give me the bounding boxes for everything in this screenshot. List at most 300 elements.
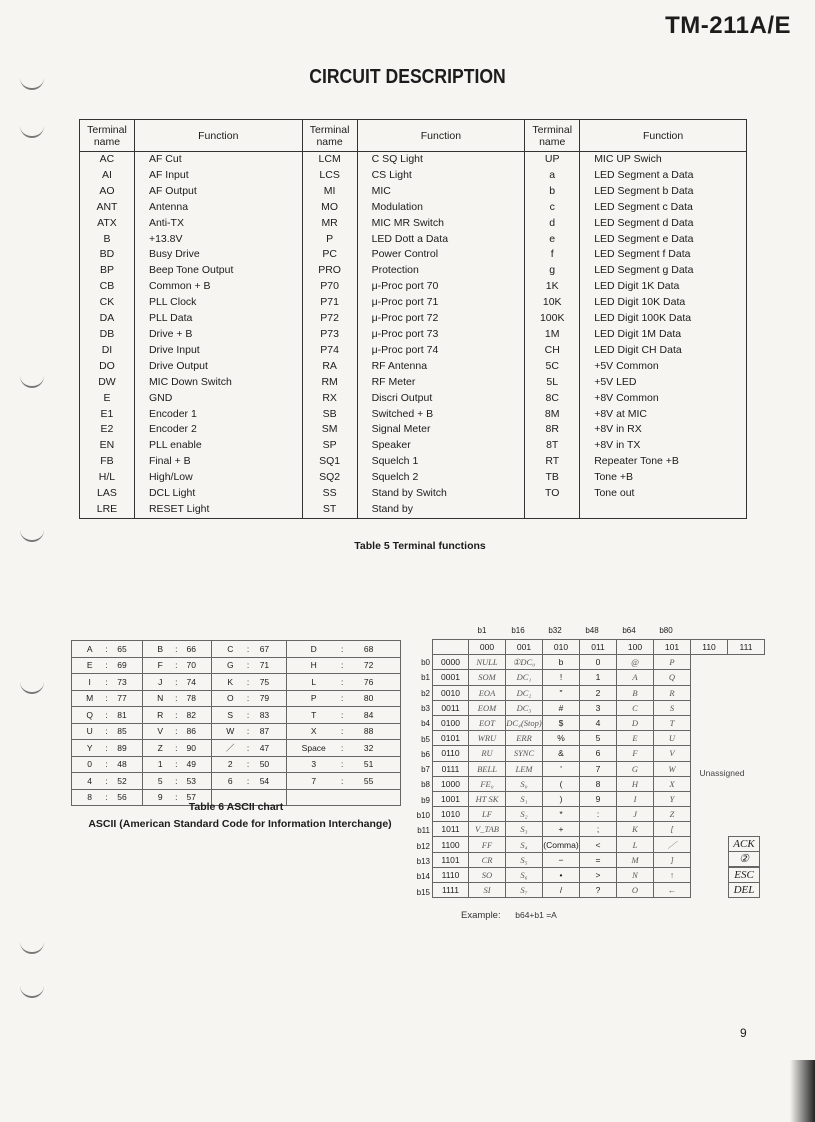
code-cell: # [543, 700, 580, 715]
separator: : [105, 759, 108, 770]
example-formula: b64+b1 =A [515, 910, 557, 920]
ascii-char: D [310, 643, 317, 654]
code-cell: 7 [580, 761, 617, 776]
separator: : [341, 709, 344, 720]
code-cell: I [617, 791, 654, 806]
function-cell: CS Light [357, 168, 525, 184]
separator: : [246, 676, 250, 687]
ascii-value: 65 [117, 643, 127, 654]
ascii-cell [143, 641, 212, 658]
function-cell: Tone +B [580, 470, 747, 486]
table-row [80, 343, 747, 359]
code-cell: EOT [469, 715, 506, 730]
bit-pattern-cell: 0010 [433, 685, 469, 700]
function-cell: μ-Proc port 73 [357, 327, 525, 343]
bit-pattern-cell: 1011 [433, 822, 469, 837]
row-label: b15 [416, 887, 430, 897]
bit-pattern-cell: 0001 [433, 670, 469, 685]
ascii-value: 57 [186, 792, 196, 803]
column-header: Function [357, 120, 525, 152]
function-cell: Busy Drive [134, 247, 302, 263]
code-cell: 1 [580, 670, 617, 685]
code-cell: SYNC [506, 746, 543, 761]
ascii-char: 2 [227, 759, 233, 770]
bit-pattern-cell: 0011 [433, 700, 469, 715]
terminal-functions-table [79, 119, 747, 519]
code-cell: T [654, 715, 691, 730]
row-label: b11 [417, 826, 430, 836]
table-row [80, 454, 747, 470]
bit-pattern-cell: 0110 [433, 746, 469, 761]
table5-caption: Table 5 Terminal functions [354, 540, 486, 552]
punch-hole [20, 124, 44, 138]
terminal-name-cell: 8M [525, 407, 580, 423]
table-header-row [433, 640, 765, 655]
bit-pattern-cell: 1100 [433, 837, 469, 852]
terminal-name-cell: SB [302, 407, 357, 423]
code-cell: F [617, 746, 654, 761]
separator: : [175, 660, 178, 671]
table-row [80, 232, 747, 248]
code-cell: DC₃ [506, 700, 543, 715]
example-label: Example: [461, 910, 501, 921]
function-cell: LED Digit 100K Data [580, 311, 747, 327]
function-cell: +8V Common [580, 391, 747, 407]
ascii-value: 78 [186, 693, 196, 704]
punch-hole [20, 528, 44, 542]
ascii-value: 52 [117, 775, 127, 786]
ascii-value: 69 [117, 660, 127, 671]
code-cell: DC₄(Stop) [506, 715, 543, 730]
terminal-name-cell: 8R [525, 422, 580, 438]
code-cell: 9 [580, 791, 617, 806]
function-cell: RESET Light [134, 502, 302, 518]
ascii-value: 83 [259, 709, 270, 720]
row-label: b9 [421, 795, 430, 805]
example-note [461, 910, 557, 921]
ascii-value: 85 [117, 726, 127, 737]
column-header: 001 [506, 640, 543, 655]
separator: : [341, 693, 344, 704]
separator: : [341, 742, 344, 753]
control-code-box: DEL [728, 882, 760, 898]
function-cell: Encoder 1 [134, 407, 302, 423]
ascii-cell [72, 773, 143, 790]
code-cell: S₅ [506, 852, 543, 867]
page-title: CIRCUIT DESCRIPTION [309, 66, 506, 88]
terminal-name-cell: FB [100, 455, 114, 468]
code-cell: $ [543, 715, 580, 730]
function-cell: LED Dott a Data [357, 232, 525, 248]
ascii-char: X [310, 726, 317, 737]
terminal-name-cell: PRO [302, 263, 357, 279]
ascii-char: G [226, 660, 234, 671]
column-header: Function [580, 120, 747, 152]
function-cell: Beep Tone Output [134, 263, 302, 279]
function-cell: GND [134, 391, 302, 407]
bit-label: b1 [477, 626, 487, 635]
function-cell: Final + B [134, 454, 302, 470]
bit-pattern-cell: 1010 [433, 807, 469, 822]
function-cell: LED Digit CH Data [580, 343, 747, 359]
terminal-name-cell: P [302, 232, 357, 248]
terminal-name-cell: a [525, 168, 580, 184]
bit-pattern-cell: 0101 [433, 731, 469, 746]
code-cell: K [617, 822, 654, 837]
terminal-name-cell: c [525, 200, 580, 216]
terminal-name-cell: 5L [525, 375, 580, 391]
code-cell: S₂ [506, 807, 543, 822]
bit-pattern-cell: 1110 [433, 867, 469, 882]
column-header: 100 [617, 640, 654, 655]
separator: : [105, 742, 108, 753]
code-cell: S₄ [506, 837, 543, 852]
function-cell: Drive + B [134, 327, 302, 343]
table-row [80, 502, 747, 518]
ascii-cell [286, 674, 400, 691]
row-label: b3 [421, 703, 430, 713]
ascii-value: 49 [186, 759, 196, 770]
code-cell: Y [654, 791, 691, 806]
terminal-name-cell: SQ2 [302, 470, 357, 486]
ascii-char: N [157, 693, 164, 704]
bit-label: b32 [548, 626, 562, 635]
function-cell: High/Low [134, 470, 302, 486]
terminal-name-cell: P74 [302, 343, 357, 359]
terminal-name-cell: P70 [302, 279, 357, 295]
ascii-cell [143, 657, 212, 674]
code-cell: 2 [580, 685, 617, 700]
code-cell: 8 [580, 776, 617, 791]
row-label: b0 [421, 658, 430, 667]
bit-pattern-cell: 1001 [433, 791, 469, 806]
ascii-char: 4 [87, 775, 93, 786]
function-cell: RF Antenna [357, 359, 525, 375]
code-cell: S₃ [506, 822, 543, 837]
function-cell: LED Digit 10K Data [580, 295, 747, 311]
code-cell: V [654, 746, 691, 761]
terminal-name-cell: MO [302, 200, 357, 216]
ascii-cell [72, 657, 143, 674]
control-code-box: ② [728, 851, 760, 867]
separator: : [105, 709, 108, 720]
code-cell: + [543, 822, 580, 837]
code-cell: NULL [469, 655, 506, 670]
ascii-cell [143, 740, 212, 757]
function-cell: AF Output [134, 184, 302, 200]
ascii-value: 76 [363, 676, 374, 687]
ascii-char: E [86, 660, 93, 671]
ascii-value: 70 [186, 660, 196, 671]
terminal-name-cell: 5C [525, 359, 580, 375]
function-cell: AF Input [134, 168, 302, 184]
separator: : [246, 693, 250, 704]
table-row [80, 359, 747, 375]
ascii-cell [72, 723, 143, 740]
terminal-name-cell: BP [99, 264, 114, 277]
ascii-char: Space [301, 742, 326, 753]
ascii-cell [286, 740, 400, 757]
code-cell: * [543, 807, 580, 822]
ascii-value: 54 [259, 775, 270, 786]
code-cell: P [654, 655, 691, 670]
ascii-char: S [227, 709, 234, 720]
code-cell: " [543, 685, 580, 700]
function-cell: LED Segment d Data [580, 216, 747, 232]
ascii-char: L [311, 676, 317, 687]
ascii-cell [72, 740, 143, 757]
function-cell: Anti-TX [134, 216, 302, 232]
bit-label: b80 [659, 626, 673, 635]
code-cell: • [543, 867, 580, 882]
terminal-name-cell: SP [302, 438, 357, 454]
ascii-cell [286, 657, 400, 674]
ascii-cell [286, 690, 400, 707]
ascii-char: I [88, 676, 91, 687]
separator: : [105, 726, 108, 737]
function-cell: μ-Proc port 72 [357, 311, 525, 327]
ascii-value: 47 [259, 742, 270, 753]
terminal-name-cell: E1 [100, 407, 114, 420]
function-cell: +13.8V [134, 232, 302, 248]
ascii-value: 75 [259, 676, 270, 687]
ascii-value: 71 [259, 660, 270, 671]
separator: : [246, 643, 250, 654]
function-cell: AF Cut [134, 152, 302, 168]
separator: : [246, 660, 250, 671]
terminal-name-cell: ATX [97, 216, 117, 229]
separator: : [246, 775, 250, 786]
bit-pattern-cell: 1000 [433, 776, 469, 791]
ascii-value: 55 [363, 775, 374, 786]
code-cell: S [654, 700, 691, 715]
function-cell: +5V LED [580, 375, 747, 391]
column-header: Terminal name [525, 120, 580, 152]
ascii-definition-caption: ASCII (American Standard Code for Information Interchange) [88, 818, 392, 830]
column-header: 111 [728, 640, 765, 655]
ascii-cell [72, 674, 143, 691]
function-cell: Modulation [357, 200, 525, 216]
terminal-name-cell: ANT [96, 200, 118, 213]
terminal-name-cell: e [525, 232, 580, 248]
row-label: b4 [421, 719, 430, 729]
ascii-value: 84 [363, 709, 374, 720]
function-cell: PLL Clock [134, 295, 302, 311]
terminal-name-cell: AO [99, 184, 115, 197]
function-cell: LED Segment e Data [580, 232, 747, 248]
code-cell: B [617, 685, 654, 700]
code-cell: SO [469, 867, 506, 882]
code-cell: − [543, 852, 580, 867]
code-cell: 0 [580, 655, 617, 670]
terminal-name-cell: PC [302, 247, 357, 263]
function-cell: Tone out [580, 486, 747, 502]
column-header: 010 [543, 640, 580, 655]
row-label: b14 [416, 872, 430, 882]
code-cell: ( [543, 776, 580, 791]
ascii-value: 48 [117, 759, 127, 770]
table-row [80, 152, 747, 168]
code-cell: O [617, 883, 654, 898]
ascii-char: Y [86, 742, 93, 753]
column-header: 011 [580, 640, 617, 655]
ascii-cell [143, 756, 212, 773]
function-cell: RF Meter [357, 375, 525, 391]
ascii-char: V [157, 726, 164, 737]
code-cell: ↑ [654, 867, 691, 882]
code-cell: [ [654, 822, 691, 837]
row-label: b6 [421, 749, 430, 759]
table-row [72, 674, 401, 691]
code-cell: 3 [580, 700, 617, 715]
ascii-cell [211, 657, 286, 674]
page-number: 9 [740, 1026, 747, 1040]
code-cell: Q [654, 670, 691, 685]
terminal-name-cell [525, 502, 580, 518]
ascii-char: W [226, 726, 235, 737]
ascii-value: 32 [363, 742, 374, 753]
bit-pattern-cell: 1111 [433, 883, 469, 898]
terminal-name-cell: EN [99, 439, 115, 452]
function-cell: +8V in RX [580, 422, 747, 438]
bit-label: b64 [622, 626, 636, 635]
code-cell: (Comma) [543, 837, 580, 852]
ascii-char: 1 [157, 759, 163, 770]
ascii-char: T [311, 709, 317, 720]
separator: : [105, 660, 108, 671]
ascii-char: 6 [227, 775, 233, 786]
separator: : [175, 759, 178, 770]
code-cell: R [654, 685, 691, 700]
table-row [80, 200, 747, 216]
code-cell: J [617, 807, 654, 822]
table-row [80, 375, 747, 391]
ascii-value: 89 [117, 742, 127, 753]
terminal-name-cell: DO [99, 359, 115, 372]
function-cell: MIC Down Switch [134, 375, 302, 391]
code-cell: RU [469, 746, 506, 761]
ascii-char: O [226, 693, 234, 704]
punch-hole [20, 76, 44, 90]
code-cell: ERR [506, 731, 543, 746]
code-cell: V_TAB [469, 822, 506, 837]
table-row [72, 657, 401, 674]
ascii-cell [72, 756, 143, 773]
function-cell: LED Digit 1K Data [580, 279, 747, 295]
terminal-name-cell: LCM [302, 152, 357, 168]
ascii-value: 56 [117, 792, 127, 803]
code-cell: ／ [654, 837, 691, 852]
table-row [72, 641, 401, 658]
row-label: b8 [421, 780, 430, 790]
ascii-value: 86 [186, 726, 196, 737]
column-header: Function [134, 120, 302, 152]
separator: : [341, 775, 344, 786]
function-cell: LED Segment f Data [580, 247, 747, 263]
code-cell: A [617, 670, 654, 685]
bit-label: b48 [585, 626, 599, 635]
function-cell: Encoder 2 [134, 422, 302, 438]
code-cell: BELL [469, 761, 506, 776]
code-cell: ? [580, 883, 617, 898]
function-cell: Squelch 1 [357, 454, 525, 470]
code-cell: SI [469, 883, 506, 898]
punch-hole [20, 940, 44, 954]
ascii-char: B [157, 643, 164, 654]
ascii-cell [211, 773, 286, 790]
control-code-box: ESC [728, 867, 760, 883]
code-cell: & [543, 746, 580, 761]
terminal-name-cell: P71 [302, 295, 357, 311]
table-row [72, 773, 401, 790]
function-cell: Signal Meter [357, 422, 525, 438]
function-cell: Squelch 2 [357, 470, 525, 486]
code-cell: U [654, 731, 691, 746]
code-cell: D [617, 715, 654, 730]
separator: : [175, 693, 178, 704]
code-cell: Z [654, 807, 691, 822]
ascii-char: F [157, 660, 163, 671]
separator: : [341, 660, 344, 671]
ascii-cell [72, 641, 143, 658]
ascii-value: 72 [363, 660, 374, 671]
terminal-name-cell: CB [99, 280, 115, 293]
ascii-value: 79 [259, 693, 270, 704]
separator: : [105, 792, 108, 803]
function-cell: Power Control [357, 247, 525, 263]
terminal-name-cell: DI [101, 343, 113, 356]
function-cell: LED Digit 1M Data [580, 327, 747, 343]
terminal-name-cell: g [525, 263, 580, 279]
row-label: b5 [421, 734, 430, 744]
code-cell: DC₁ [506, 670, 543, 685]
row-label: b2 [421, 688, 430, 698]
ascii-value: 82 [186, 709, 196, 720]
separator: : [341, 643, 344, 654]
ascii-value: 80 [363, 693, 374, 704]
terminal-name-cell: 1M [525, 327, 580, 343]
separator: : [105, 676, 108, 687]
terminal-name-cell: LRE [96, 502, 118, 515]
punch-hole [20, 984, 44, 998]
table-row [80, 407, 747, 423]
table-row [80, 263, 747, 279]
function-cell: Drive Output [134, 359, 302, 375]
terminal-name-cell: DW [98, 375, 116, 388]
table-row [80, 247, 747, 263]
ascii-char: H [310, 660, 317, 671]
function-cell: Stand by Switch [357, 486, 525, 502]
code-cell: b [543, 655, 580, 670]
terminal-name-cell: DA [99, 312, 115, 325]
code-cell: ) [543, 791, 580, 806]
terminal-name-cell: RT [525, 454, 580, 470]
table-row [72, 723, 401, 740]
model-number: TM-211A/E [665, 12, 791, 39]
function-cell: Switched + B [357, 407, 525, 423]
function-cell [580, 502, 747, 518]
ascii-chart-table [71, 640, 401, 806]
terminal-name-cell: E [103, 391, 111, 404]
ascii-cell [143, 707, 212, 724]
function-cell: LED Segment c Data [580, 200, 747, 216]
table-row [72, 756, 401, 773]
code-cell: : [580, 807, 617, 822]
ascii-cell [211, 723, 286, 740]
bit-pattern-cell: 0111 [433, 761, 469, 776]
code-cell: ' [543, 761, 580, 776]
row-label: b1 [421, 673, 430, 683]
